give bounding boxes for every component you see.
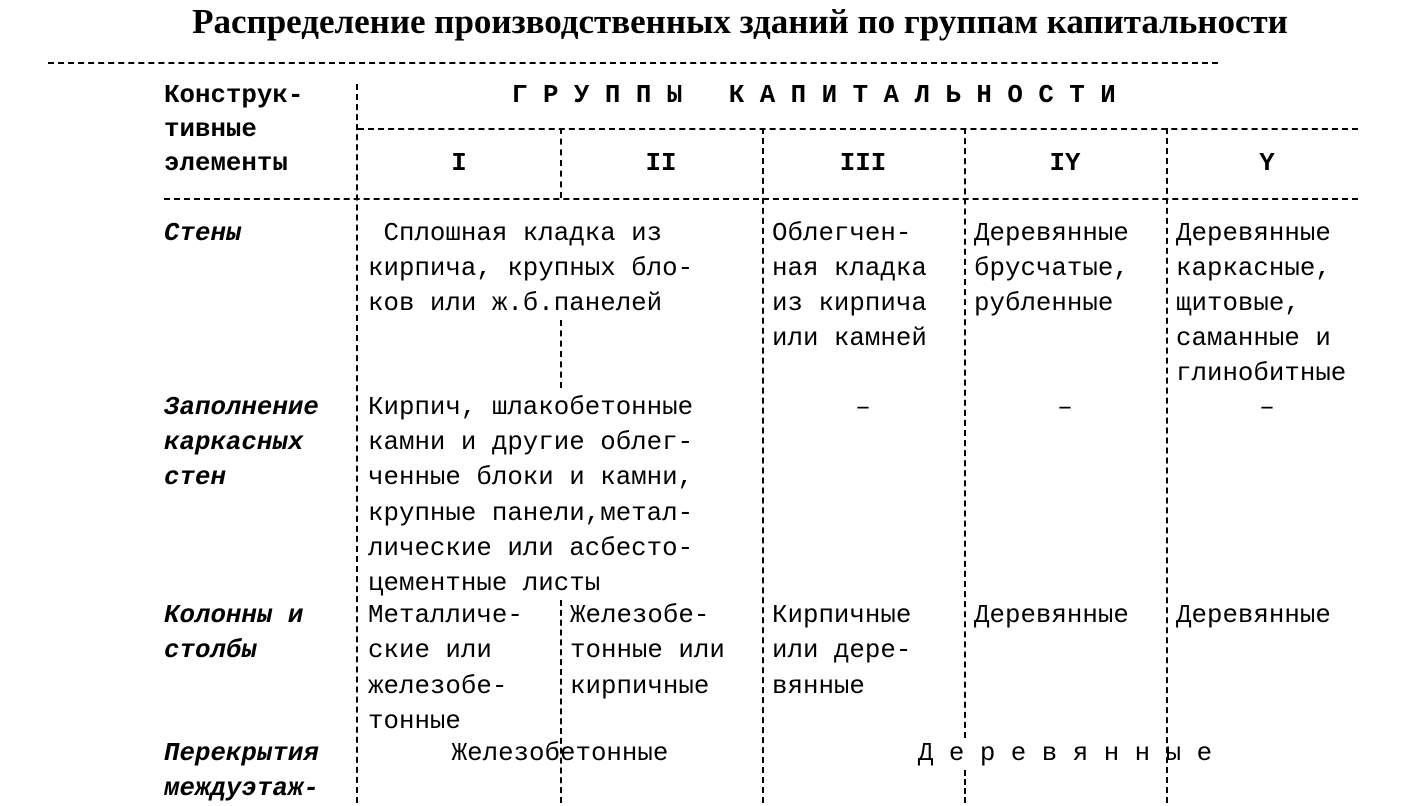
- columns-I-1: Металличе-: [368, 601, 523, 630]
- row-label-floors-1: Перекрытия: [164, 739, 319, 768]
- fill-I-II-5: лические или асбесто-: [368, 534, 694, 563]
- group-IY: IY: [1049, 149, 1081, 178]
- row-label-columns-2: столбы: [164, 636, 257, 665]
- columns-II-1: Железобе-: [570, 601, 710, 630]
- row-label-frame-fill-1: Заполнение: [164, 393, 319, 422]
- fill-I-II-1: Кирпич, шлакобетонные: [368, 393, 694, 422]
- walls-IY-1: Деревянные: [974, 219, 1129, 248]
- walls-Y-5: глинобитные: [1176, 359, 1347, 388]
- group-Y: Y: [1259, 149, 1275, 178]
- columns-II-3: кирпичные: [570, 672, 710, 701]
- col-divider-1-2-a: [560, 320, 562, 388]
- fill-I-II-4: крупные панели,метал-: [368, 499, 694, 528]
- row-label-frame-fill-3: стен: [164, 463, 226, 492]
- walls-IY-3: рубленные: [974, 289, 1114, 318]
- col-divider-1-2-header: [560, 128, 562, 198]
- top-rule: [48, 62, 1218, 64]
- walls-III-2: ная кладка: [772, 254, 927, 283]
- walls-I-II-2: кирпича, крупных бло-: [368, 254, 694, 283]
- walls-Y-4: саманные и: [1176, 324, 1331, 353]
- group-header-rule: [358, 128, 1358, 130]
- floors-I-II: Железобетонные: [451, 739, 669, 768]
- col-divider-main: [356, 84, 358, 803]
- col-divider-3-4: [964, 128, 966, 738]
- header-bottom-rule: [164, 198, 1358, 200]
- fill-I-II-6: цементные листы: [368, 569, 601, 598]
- floors-III-Y: Д е р е в я н н ы е: [917, 739, 1213, 768]
- columns-III-1: Кирпичные: [772, 601, 912, 630]
- walls-III-4: или камней: [772, 324, 927, 353]
- walls-III-1: Облегчен-: [772, 219, 912, 248]
- walls-Y-1: Деревянные: [1176, 219, 1331, 248]
- fill-Y: –: [1259, 393, 1275, 422]
- header-col1-line2: тивные: [164, 115, 257, 144]
- columns-III-2: или дере-: [772, 636, 912, 665]
- row-label-walls: Стены: [164, 219, 242, 248]
- row-label-columns-1: Колонны и: [164, 601, 304, 630]
- columns-Y-1: Деревянные: [1176, 601, 1331, 630]
- walls-III-3: из кирпича: [772, 289, 927, 318]
- header-col1-line3: элементы: [164, 149, 288, 178]
- columns-III-3: вянные: [772, 672, 865, 701]
- fill-I-II-3: ченные блоки и камни,: [368, 463, 694, 492]
- col-divider-2-3: [762, 128, 764, 803]
- fill-III: –: [855, 393, 871, 422]
- fill-I-II-2: камни и другие облег-: [368, 428, 694, 457]
- group-I: I: [451, 149, 467, 178]
- row-label-floors-2: междуэтаж-: [164, 774, 319, 803]
- columns-I-2: ские или: [368, 636, 492, 665]
- walls-IY-2: брусчатые,: [974, 254, 1129, 283]
- col-divider-4-5: [1166, 128, 1168, 803]
- columns-I-3: железобе-: [368, 672, 508, 701]
- group-II: II: [645, 149, 677, 178]
- columns-IY-1: Деревянные: [974, 601, 1129, 630]
- row-label-frame-fill-2: каркасных: [164, 428, 304, 457]
- group-III: III: [839, 149, 887, 178]
- walls-Y-3: щитовые,: [1176, 289, 1300, 318]
- page-title: Распределение производственных зданий по группам капитальности: [192, 2, 1288, 41]
- col-divider-3-4-b: [964, 770, 966, 803]
- walls-I-II-3: ков или ж.б.панелей: [368, 289, 663, 318]
- columns-I-4: тонные: [368, 707, 461, 736]
- header-col1-line1: Конструк-: [164, 81, 304, 110]
- columns-II-2: тонные или: [570, 636, 725, 665]
- fill-IY: –: [1057, 393, 1073, 422]
- col-divider-1-2-b: [560, 600, 562, 803]
- group-header: Г Р У П П Ы К А П И Т А Л Ь Н О С Т И: [512, 81, 1116, 110]
- walls-Y-2: каркасные,: [1176, 254, 1331, 283]
- walls-I-II-1: Сплошная кладка из: [368, 219, 663, 248]
